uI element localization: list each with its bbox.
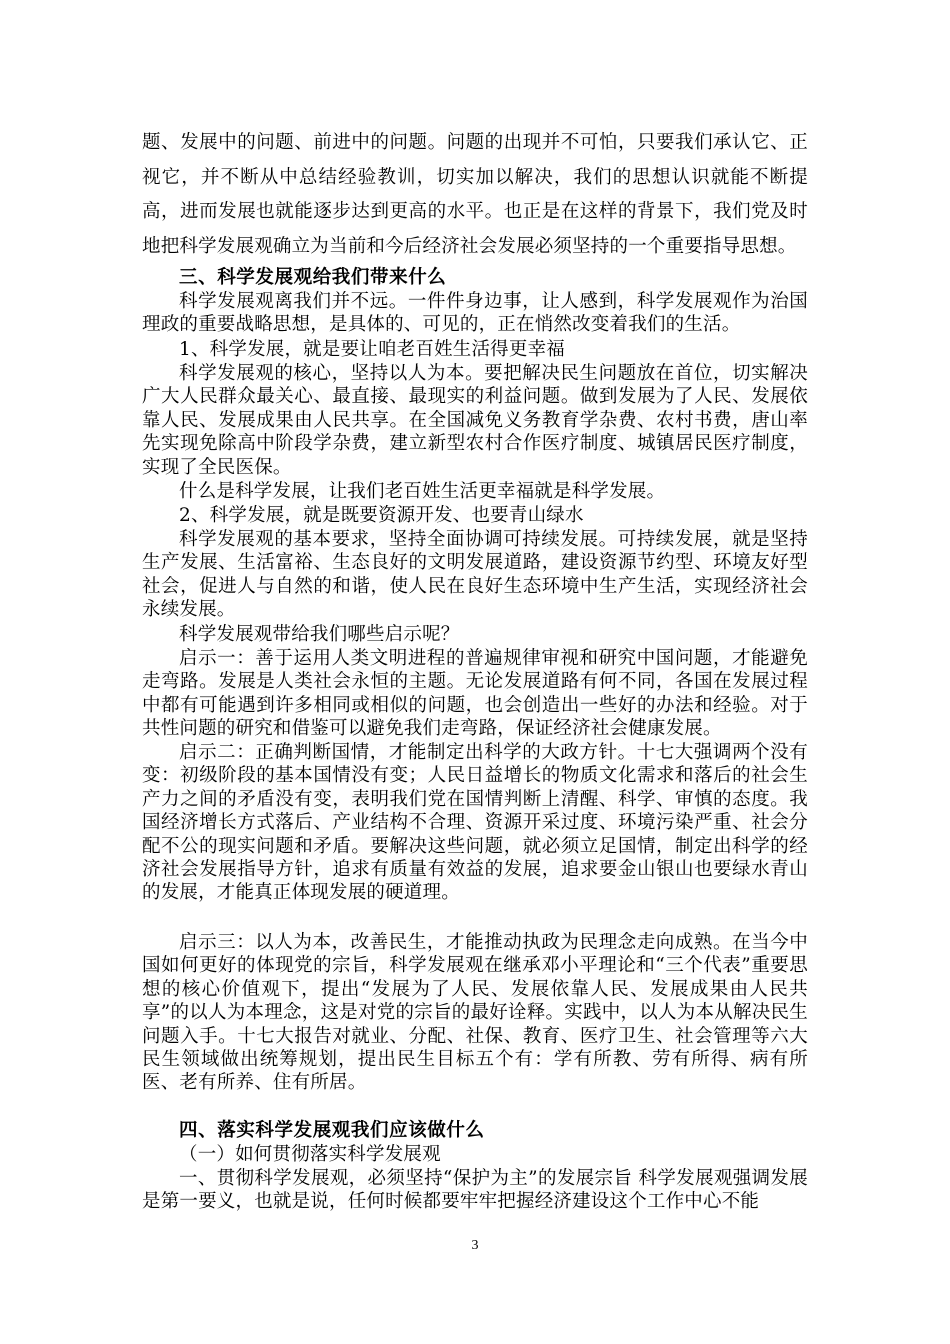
body-paragraph: 科学发展观离我们并不远。一件件身边事，让人感到，科学发展观作为治国理政的重要战略思想，是具体的、可见的，正在悄然改变着我们的生活。 [142, 291, 808, 336]
body-paragraph: 一、贯彻科学发展观，必须坚持“保护为主”的发展宗旨 科学发展观强调发展是第一要义，也就是说，任何时候都要牢牢把握经济建设这个工作中心不能 [142, 1168, 808, 1213]
subheading-two: 2、科学发展，就是既要资源开发、也要青山绿水 [179, 505, 584, 526]
body-paragraph: 科学发展观的核心，坚持以人为本。要把解决民生问题放在首位，切实解决广大人民群众最关心、最直接、最现实的利益问题。做到发展为了人民、发展依靠人民、发展成果由人民共享。在全国减免义务教育学杂费、农村书费，唐山率先实现免除高中阶段学杂费，建立新型农村合作医疗制度、城镇居民医疗制度，实现了全民医保。 [142, 363, 808, 478]
body-paragraph: 科学发展观的基本要求，坚持全面协调可持续发展。可持续发展，就是坚持生产发展、生活富裕、生态良好的文明发展道路，建设资源节约型、环境友好型社会，促进人与自然的和谐，使人民在良好生态环境中生产生活，实现经济社会永续发展。 [142, 529, 808, 621]
section-heading-four: 四、落实科学发展观我们应该做什么 [179, 1120, 485, 1141]
body-paragraph: 科学发展观带给我们哪些启示呢？ [179, 624, 460, 645]
section-heading-three: 三、科学发展观给我们带来什么 [179, 267, 447, 288]
body-paragraph-continuation: 题、发展中的问题、前进中的问题。问题的出现并不可怕，只要我们承认它、正视它，并不断从中总结经验教训，切实加以解决，我们的思想认识就能不断提高，进而发展也就能逐步达到更高的水平。也正是在这样的背景下，我们党及时地把科学发展观确立为当前和今后经济社会发展必须坚持的一个重要指导思想。 [142, 132, 808, 258]
page-number: 3 [471, 1238, 479, 1253]
body-paragraph-insight-one: 启示一：善于运用人类文明进程的普遍规律审视和研究中国问题，才能避免走弯路。发展是人类社会永恒的主题。无论发展道路有何不同，各国在发展过程中都有可能遇到许多相同或相似的问题，也会创造出一些好的办法和经验。对于共性问题的研究和借鉴可以避免我们走弯路，保证经济社会健康发展。 [142, 648, 808, 740]
subheading-how-to: （一）如何贯彻落实科学发展观 [179, 1144, 441, 1165]
body-paragraph: 什么是科学发展，让我们老百姓生活更幸福就是科学发展。 [179, 481, 666, 502]
subheading-one: 1、科学发展，就是要让咱老百姓生活得更幸福 [179, 339, 565, 360]
body-paragraph-insight-two: 启示二：正确判断国情，才能制定出科学的大政方针。十七大强调两个没有变：初级阶段的基本国情没有变；人民日益增长的物质文化需求和落后的社会生产力之间的矛盾没有变，表明我们党在国情判断上清醒、科学、审慎的态度。我国经济增长方式落后、产业结构不合理、资源开采过度、环境污染严重、社会分配不公的现实问题和矛盾。要解决这些问题，就必须立足国情，制定出科学的经济社会发展指导方针，追求有质量有效益的发展，追求要金山银山也要绿水青山的发展，才能真正体现发展的硬道理。 [142, 742, 808, 904]
body-paragraph-insight-three: 启示三：以人为本，改善民生，才能推动执政为民理念走向成熟。在当今中国如何更好的体现党的宗旨，科学发展观在继承邓小平理论和“三个代表”重要思想的核心价值观下，提出“发展为了人民、发展依靠人民、发展成果由人民共享”的以人为本理念，这是对党的宗旨的最好诠释。实践中，以人为本从解决民生问题入手。十七大报告对就业、分配、社保、教育、医疗卫生、社会管理等六大民生领域做出统筹规划，提出民生目标五个有：学有所教、劳有所得、病有所医、老有所养、住有所居。 [142, 932, 808, 1094]
